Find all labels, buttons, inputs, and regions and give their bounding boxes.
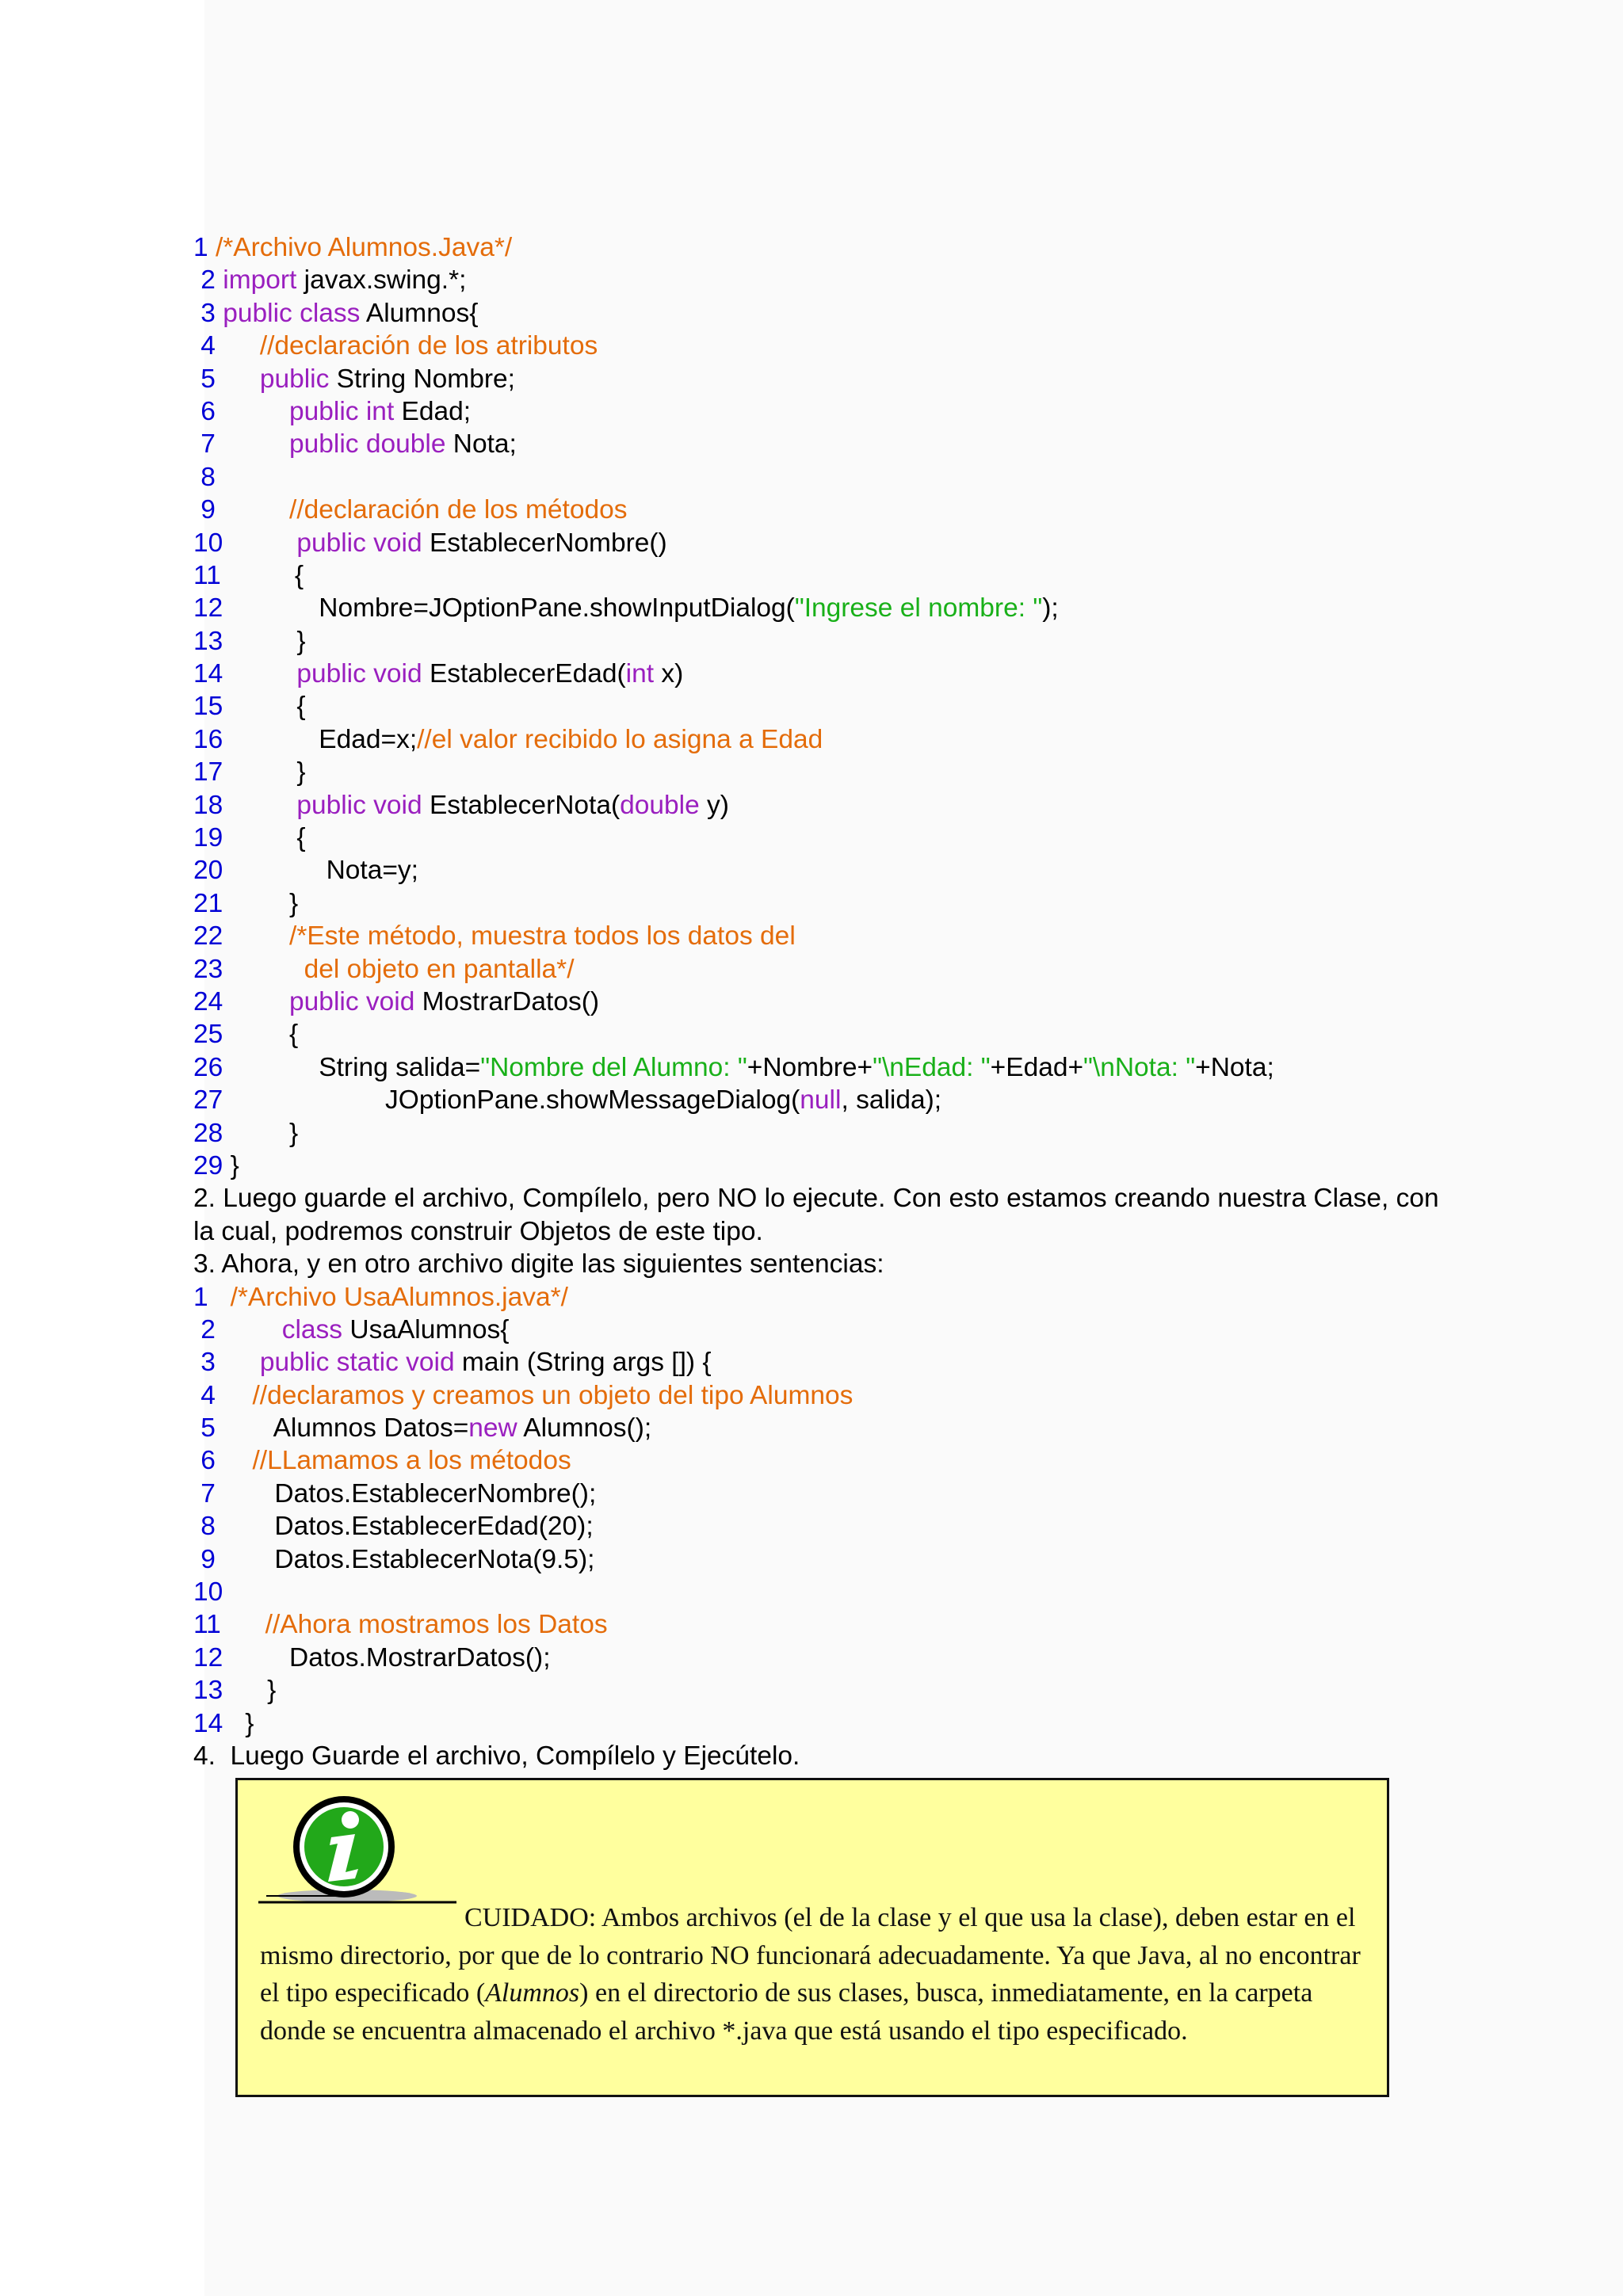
code-token: //Ahora mostramos los Datos [265, 1610, 608, 1640]
line-number: 14 [193, 659, 223, 689]
code-token [216, 364, 260, 394]
code-token [216, 1315, 282, 1344]
document-body [193, 231, 1461, 1772]
code-token: Datos.MostrarDatos(); [223, 1642, 551, 1672]
note-text-emphasis: Alumnos [485, 1978, 580, 2008]
code-token: { [223, 823, 306, 853]
code-token: Nota=y; [223, 856, 418, 886]
line-number: 14 [193, 1708, 223, 1738]
code-token [216, 1381, 253, 1410]
code-token: y) [699, 790, 729, 820]
code-token: Edad; [394, 396, 472, 426]
line-number: 10 [193, 528, 223, 558]
code-line [193, 461, 1461, 494]
code-token [223, 955, 304, 984]
code-token: public int [289, 396, 395, 426]
code-line [193, 1314, 1461, 1346]
line-number: 3 [193, 1348, 216, 1378]
step-2-text: 2. Luego guarde el archivo, Compílelo, pero NO lo ejecute. Con esto estamos creando nuestra Clase, con la cual, podremos construir Objetos de este tipo. [193, 1184, 1439, 1246]
code-line [193, 658, 1461, 690]
info-icon [258, 1791, 456, 1910]
line-number: 29 [193, 1150, 223, 1180]
code-token: //declaración de los métodos [289, 495, 628, 525]
code-line [193, 1510, 1461, 1543]
line-number: 5 [193, 1413, 216, 1444]
code-line [193, 1117, 1461, 1150]
code-token: Nombre=JOptionPane.showInputDialog( [223, 593, 795, 624]
code-line [193, 1281, 1461, 1314]
code-line [193, 1674, 1461, 1707]
code-token: UsaAlumnos{ [342, 1314, 510, 1344]
code-line [193, 723, 1461, 756]
line-number: 8 [193, 462, 216, 492]
line-number: 9 [193, 1544, 216, 1574]
line-number: 20 [193, 856, 223, 886]
line-number: 28 [193, 1118, 223, 1148]
code-token: } [223, 888, 299, 918]
code-listing-alumnos [193, 231, 1461, 1182]
code-line [193, 1707, 1461, 1740]
code-token: import [223, 265, 297, 296]
code-token: /*Archivo Alumnos.Java*/ [215, 233, 513, 262]
code-token: "\nEdad: " [873, 1052, 991, 1082]
code-line [193, 494, 1461, 526]
code-token: ); [1042, 593, 1059, 624]
code-token: EstablecerEdad( [422, 659, 626, 689]
code-token: } [223, 1708, 254, 1738]
code-line [193, 1051, 1461, 1084]
code-line [193, 986, 1461, 1018]
code-line [193, 1084, 1461, 1116]
code-line [193, 231, 1461, 264]
line-number: 27 [193, 1085, 223, 1116]
code-token [216, 429, 289, 459]
line-number: 24 [193, 986, 223, 1016]
code-token: del objeto en pantalla*/ [304, 954, 575, 984]
code-token: "\nNota: " [1083, 1052, 1196, 1082]
line-number: 12 [193, 1642, 223, 1672]
code-token: Nota; [445, 429, 517, 460]
line-number: 6 [193, 396, 216, 426]
line-number: 1 [193, 233, 216, 262]
code-token: public class [223, 298, 361, 328]
code-token: String Nombre; [329, 364, 515, 394]
code-token [221, 1610, 265, 1639]
code-token [223, 987, 289, 1016]
code-token: Alumnos(); [517, 1413, 652, 1444]
line-number: 7 [193, 1478, 216, 1508]
code-token: , salida); [841, 1085, 942, 1116]
code-line [193, 625, 1461, 658]
code-token: } [223, 1676, 277, 1706]
code-line [193, 1608, 1461, 1641]
code-token: EstablecerNombre() [422, 528, 667, 558]
code-token: Datos.EstablecerEdad(20); [215, 1512, 594, 1542]
code-token: /*Archivo UsaAlumnos.java*/ [230, 1282, 568, 1312]
code-line [193, 756, 1461, 788]
code-line [193, 854, 1461, 887]
code-line [193, 1018, 1461, 1051]
code-token: Datos.EstablecerNombre(); [215, 1478, 597, 1508]
code-line [193, 264, 1461, 296]
code-token: //declaramos y creamos un objeto del tipo Alumnos [252, 1380, 854, 1410]
code-token: Alumnos{ [360, 298, 479, 328]
code-token [223, 528, 296, 558]
code-token: //LLamamos a los métodos [252, 1446, 571, 1476]
code-token: /*Este método, muestra todos los datos del [289, 921, 796, 952]
code-token: //declaración de los atributos [259, 331, 598, 361]
code-line [193, 1412, 1461, 1444]
line-number: 1 [193, 1282, 208, 1312]
code-line [193, 428, 1461, 460]
code-token: main (String args []) { [454, 1348, 712, 1378]
code-line [193, 297, 1461, 330]
line-number: 18 [193, 790, 223, 820]
code-token: +Nota; [1195, 1052, 1274, 1082]
code-token: Edad=x; [223, 724, 418, 754]
code-token [216, 495, 289, 524]
code-token [223, 791, 296, 820]
code-token: public double [289, 429, 446, 460]
code-token: } [223, 626, 306, 656]
line-number: 3 [193, 298, 223, 328]
code-line [193, 592, 1461, 624]
code-token: Alumnos Datos= [215, 1413, 469, 1444]
line-number: 23 [193, 954, 223, 984]
code-token: EstablecerNota( [422, 790, 621, 820]
code-token: "Ingrese el nombre: " [794, 593, 1043, 624]
note-text-before: CUIDADO: Ambos archivos (el de la clase y el que usa la clase), deben estar en el mismo directorio, por que de lo contrario NO funcionará adecuadamente. Ya que Java, al no encontrar el tipo especificado ( [260, 1903, 1361, 2008]
code-token: String salida= [223, 1052, 481, 1082]
line-number: 4 [193, 1380, 216, 1410]
code-line [193, 1444, 1461, 1477]
code-token: { [220, 560, 304, 590]
line-number: 11 [193, 560, 221, 590]
code-line [193, 1150, 1461, 1182]
line-number: 26 [193, 1052, 223, 1082]
code-token: public void [296, 528, 422, 558]
line-number: 11 [193, 1610, 221, 1640]
line-number: 2 [193, 265, 223, 296]
code-token: public static void [259, 1348, 455, 1378]
code-token: null [800, 1085, 842, 1116]
code-line [193, 363, 1461, 395]
code-token: } [223, 1118, 299, 1148]
code-token: double [620, 790, 700, 820]
code-token: int [625, 659, 655, 689]
line-number: 21 [193, 888, 223, 918]
line-number: 2 [193, 1314, 216, 1344]
code-line [193, 1346, 1461, 1379]
code-listing-usaalumnos [193, 1281, 1461, 1740]
code-token: public void [289, 986, 415, 1016]
code-line [193, 559, 1461, 592]
code-token: public void [296, 659, 422, 689]
line-number: 19 [193, 823, 223, 853]
line-number: 16 [193, 724, 223, 754]
code-line [193, 1543, 1461, 1576]
code-token: public [259, 364, 330, 394]
code-token: x) [654, 659, 684, 689]
note-text [260, 1899, 1377, 2050]
code-line [193, 395, 1461, 428]
code-token: } [223, 1150, 239, 1180]
line-number: 9 [193, 495, 216, 525]
code-line [193, 1642, 1461, 1674]
code-line [193, 822, 1461, 854]
code-token [216, 331, 260, 360]
code-line [193, 887, 1461, 920]
code-token [223, 659, 296, 688]
code-token: "Nombre del Alumno: " [480, 1052, 747, 1082]
code-token: //el valor recibido lo asigna a Edad [417, 724, 823, 754]
code-token: } [223, 757, 306, 788]
code-token: class [281, 1314, 343, 1344]
code-token [216, 397, 289, 426]
note-text-after: ) en el directorio de sus clases, busca, inmediatamente, en la carpeta donde se encuentra almacenado el archivo *.java que está usando el tipo especificado. [260, 1978, 1313, 2046]
code-token: new [468, 1413, 517, 1444]
code-token [223, 921, 289, 951]
line-number: 17 [193, 757, 223, 788]
line-number: 12 [193, 593, 223, 624]
line-number: 8 [193, 1512, 216, 1542]
step-3-text: 3. Ahora, y en otro archivo digite las siguientes sentencias: [193, 1249, 884, 1280]
code-line [193, 1379, 1461, 1412]
code-line [193, 920, 1461, 952]
code-token [216, 1446, 253, 1475]
code-token: +Nombre+ [747, 1052, 873, 1082]
line-number: 5 [193, 364, 216, 394]
line-number: 7 [193, 429, 216, 460]
code-token: javax.swing.*; [296, 265, 467, 296]
code-line [193, 953, 1461, 986]
code-token: JOptionPane.showMessageDialog( [223, 1085, 800, 1116]
line-number: 15 [193, 692, 223, 722]
code-line [193, 789, 1461, 822]
code-token [216, 1348, 260, 1377]
code-token: Datos.EstablecerNota(9.5); [215, 1544, 595, 1574]
code-line [193, 527, 1461, 559]
code-token: { [223, 1020, 299, 1050]
line-number: 13 [193, 1676, 223, 1706]
line-number: 25 [193, 1020, 223, 1050]
code-token: public void [296, 790, 422, 820]
warning-note-box [235, 1778, 1389, 2097]
code-token [208, 1283, 231, 1312]
line-number: 6 [193, 1446, 216, 1476]
code-line [193, 690, 1461, 723]
line-number: 10 [193, 1577, 223, 1608]
line-number: 22 [193, 921, 223, 952]
code-token: { [223, 692, 306, 722]
line-number: 4 [193, 331, 216, 361]
line-number: 13 [193, 626, 223, 656]
code-line [193, 1478, 1461, 1510]
code-line [193, 1576, 1461, 1608]
code-token: MostrarDatos() [414, 986, 600, 1016]
step-4-text: 4. Luego Guarde el archivo, Compílelo y Ejecútelo. [193, 1741, 800, 1771]
code-line [193, 330, 1461, 362]
code-token: +Edad+ [990, 1052, 1084, 1082]
